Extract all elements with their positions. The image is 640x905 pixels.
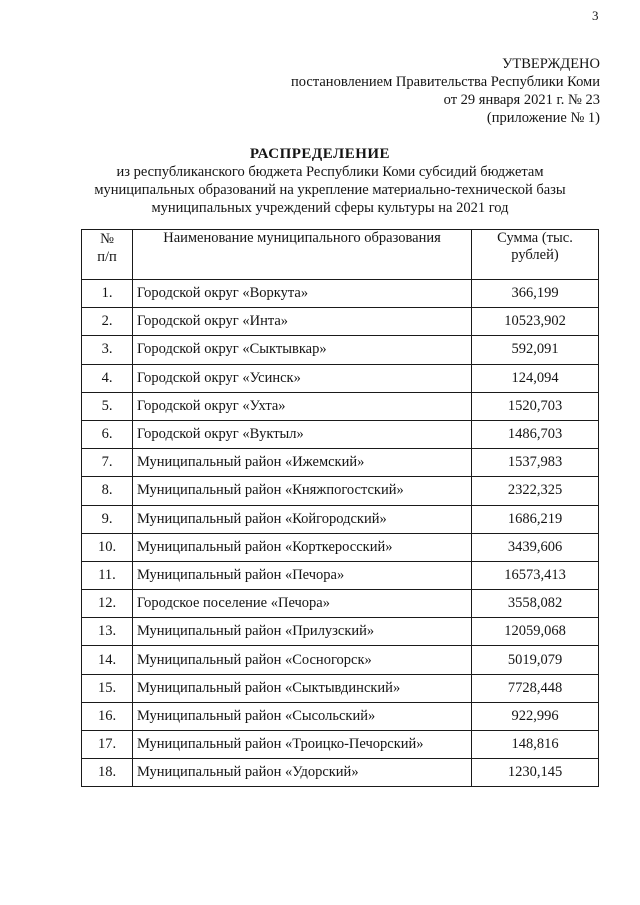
row-municipality: Муниципальный район «Корткеросский» [133, 533, 472, 561]
table-row [82, 561, 599, 589]
approval-authority: постановлением Правительства Республики Коми [291, 74, 600, 90]
approval-date: от 29 января 2021 г. № 23 [443, 92, 600, 108]
row-number: 15. [82, 674, 133, 702]
header-name: Наименование муниципального образования [133, 230, 472, 280]
document-title: РАСПРЕДЕЛЕНИЕ [249, 146, 391, 162]
table-row [82, 364, 599, 392]
header-number-symbol: № [100, 231, 114, 247]
row-amount: 1686,219 [472, 505, 599, 533]
row-amount: 922,996 [472, 702, 599, 730]
row-municipality: Городской округ «Ухта» [133, 392, 472, 420]
row-municipality: Муниципальный район «Княжпогостский» [133, 477, 472, 505]
row-amount: 1230,145 [472, 759, 599, 787]
row-amount: 2322,325 [472, 477, 599, 505]
row-municipality: Муниципальный район «Сосногорск» [133, 646, 472, 674]
subtitle-line: муниципальных учреждений сферы культуры на 2021 год [151, 200, 509, 216]
table-row [82, 590, 599, 618]
table-row [82, 449, 599, 477]
row-municipality: Муниципальный район «Троицко-Печорский» [133, 731, 472, 759]
table-row [82, 674, 599, 702]
row-amount: 124,094 [472, 364, 599, 392]
table-row [82, 477, 599, 505]
row-number: 6. [82, 420, 133, 448]
approval-appendix: (приложение № 1) [486, 110, 600, 126]
row-amount: 12059,068 [472, 618, 599, 646]
row-amount: 16573,413 [472, 561, 599, 589]
table-row [82, 392, 599, 420]
document-subtitle [70, 163, 590, 217]
row-number: 10. [82, 533, 133, 561]
header-sum: Сумма (тыс. рублей) [472, 230, 599, 280]
row-municipality: Городской округ «Сыктывкар» [133, 336, 472, 364]
row-amount: 3439,606 [472, 533, 599, 561]
row-number: 14. [82, 646, 133, 674]
row-amount: 5019,079 [472, 646, 599, 674]
row-municipality: Муниципальный район «Ижемский» [133, 449, 472, 477]
row-amount: 1486,703 [472, 420, 599, 448]
distribution-table [81, 229, 599, 787]
row-municipality: Городской округ «Воркута» [133, 280, 472, 308]
approval-heading: УТВЕРЖДЕНО [502, 56, 600, 72]
row-municipality: Муниципальный район «Удорский» [133, 759, 472, 787]
row-number: 5. [82, 392, 133, 420]
table-row [82, 618, 599, 646]
table-body [82, 280, 599, 787]
row-municipality: Городское поселение «Печора» [133, 590, 472, 618]
row-number: 3. [82, 336, 133, 364]
row-municipality: Городской округ «Вуктыл» [133, 420, 472, 448]
row-municipality: Муниципальный район «Койгородский» [133, 505, 472, 533]
row-number: 9. [82, 505, 133, 533]
table-row [82, 702, 599, 730]
approval-stamp [291, 55, 600, 127]
row-amount: 3558,082 [472, 590, 599, 618]
table-header-row [82, 230, 599, 280]
table-row [82, 280, 599, 308]
row-number: 18. [82, 759, 133, 787]
row-municipality: Муниципальный район «Сыктывдинский» [133, 674, 472, 702]
row-number: 13. [82, 618, 133, 646]
row-number: 1. [82, 280, 133, 308]
row-amount: 10523,902 [472, 308, 599, 336]
row-number: 16. [82, 702, 133, 730]
header-number-abbr: п/п [97, 249, 117, 265]
row-number: 4. [82, 364, 133, 392]
row-number: 2. [82, 308, 133, 336]
table-row [82, 533, 599, 561]
row-number: 12. [82, 590, 133, 618]
row-municipality: Городской округ «Инта» [133, 308, 472, 336]
table-row [82, 308, 599, 336]
row-number: 8. [82, 477, 133, 505]
subtitle-line: муниципальных образований на укрепление материально-технической базы [94, 182, 566, 198]
subtitle-line: из республиканского бюджета Республики Коми субсидий бюджетам [116, 164, 544, 180]
header-number [82, 230, 133, 280]
row-amount: 1520,703 [472, 392, 599, 420]
table-row [82, 505, 599, 533]
row-number: 11. [82, 561, 133, 589]
row-amount: 366,199 [472, 280, 599, 308]
page-number: 3 [592, 8, 599, 23]
table-row [82, 759, 599, 787]
table-row [82, 420, 599, 448]
row-amount: 1537,983 [472, 449, 599, 477]
table-row [82, 646, 599, 674]
table-row [82, 731, 599, 759]
table-row [82, 336, 599, 364]
row-municipality: Муниципальный район «Сысольский» [133, 702, 472, 730]
row-municipality: Муниципальный район «Прилузский» [133, 618, 472, 646]
row-amount: 7728,448 [472, 674, 599, 702]
row-number: 17. [82, 731, 133, 759]
row-number: 7. [82, 449, 133, 477]
row-amount: 148,816 [472, 731, 599, 759]
row-municipality: Городской округ «Усинск» [133, 364, 472, 392]
row-amount: 592,091 [472, 336, 599, 364]
row-municipality: Муниципальный район «Печора» [133, 561, 472, 589]
